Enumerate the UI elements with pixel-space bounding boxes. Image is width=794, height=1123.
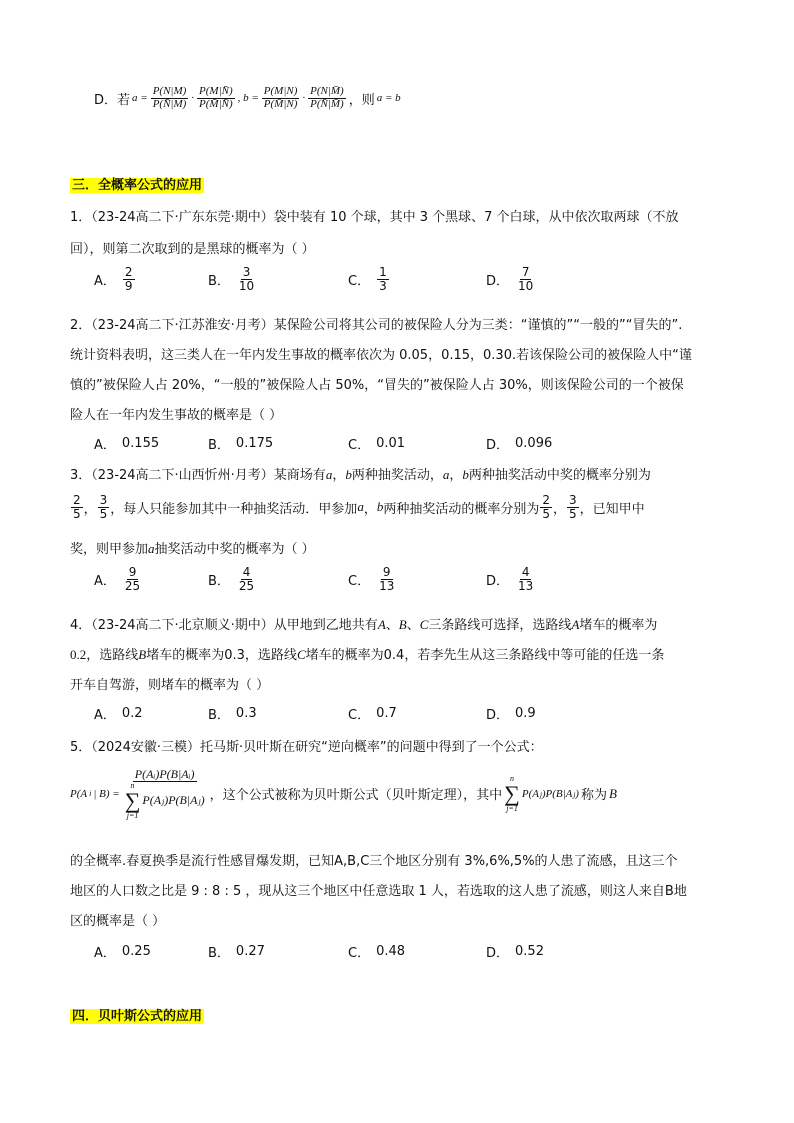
sigma-symbol: ∑ <box>124 787 141 813</box>
option-d: D． 0.096 <box>486 436 553 453</box>
option-a: A． $\frac{9}{25}$ <box>94 565 141 593</box>
option-a: A． 0.2 <box>94 706 143 723</box>
question-3-line-3: 奖，则甲参加a抽奖活动中奖的概率为（ ） <box>70 541 315 557</box>
option-b: B． 0.175 <box>208 436 274 453</box>
fraction: $\frac{P(M|N)}{P(M̄|N)}$ <box>263 85 298 110</box>
option-c: C． 0.01 <box>348 436 406 453</box>
math-b-eq: , b = <box>237 92 259 105</box>
option-d: D． $\frac{4}{13}$ <box>486 565 534 593</box>
option-d: D． 0.52 <box>486 944 544 961</box>
option-a: A． 0.155 <box>94 436 160 453</box>
question-4-line-3: 开车自驾游，则堵车的概率为（ ） <box>70 678 270 693</box>
section-heading-4 <box>70 1005 204 1024</box>
option-d: D． $\frac{7}{10}$ <box>486 265 534 293</box>
section-title: 四．贝叶斯公式的应用 <box>72 1009 203 1024</box>
fraction: $\frac{P(N|M̄)}{P(N̄|M̄)}$ <box>310 85 344 110</box>
option-c: C． $\frac{1}{3}$ <box>348 265 387 293</box>
option-b: B． $\frac{4}{25}$ <box>208 565 255 593</box>
option-d-label: D．若 <box>94 92 131 108</box>
question-2-line-2: 统计资料表明，这三类人在一年内发生事故的概率依次为 0.05，0.15，0.30.若该保险公司的被保险人中“谨 <box>70 348 692 363</box>
question-4-line-2: 0.2，选路线B堵车的概率为0.3，选路线C堵车的概率为0.4，若李先生从这三条路线中等可能的任选一条 <box>70 647 665 663</box>
option-d-tail: ，则 <box>348 92 375 108</box>
math-a-eq: a = <box>132 92 148 105</box>
question-3-line-1: 3．（23-24高二下·山西忻州·月考）某商场有a，b两种抽奖活动，a，b两种抽奖活动中奖的概率分别为 <box>70 467 651 483</box>
question-5-line-3: 地区的人口数之比是 9 : 8 : 5 ，现从这三个地区中任意选取 1 人，若选取的这人患了流感，则这人来自B地 <box>70 884 687 899</box>
question-5-line-4: 区的概率是（ ） <box>70 914 166 929</box>
question-1-line-1: 1．（23-24高二下·广东东莞·期中）袋中装有 10 个球，其中 3 个黑球、7 个白球，从中依次取两球（不放 <box>70 210 679 225</box>
option-a: A． 0.25 <box>94 944 151 961</box>
question-5-line-2: 的全概率.春夏换季是流行性感冒爆发期，已知A,B,C三个地区分别有 3%,6%,5%的人患了流感，且这三个 <box>70 854 678 869</box>
fraction: $\frac{P(M|N̄)}{P(M̄|N̄)}$ <box>199 85 233 110</box>
question-5-line-1: 5．（2024安徽·三模）托马斯·贝叶斯在研究“逆向概率”的问题中得到了一个公式： <box>70 740 543 755</box>
fraction: $\frac{2}{5}$ <box>73 493 81 521</box>
section-heading-3 <box>70 174 204 193</box>
bayes-formula: P(A i | B) = P(Aᵢ)P(B|Aᵢ) n ∑ j=1 P(Aⱼ)P(B|Aⱼ) ，这个公式被称为贝叶斯公式（贝叶斯定理），其中 n ∑ j=1 P(Aⱼ)P(B|Aⱼ) 称为 B <box>70 767 617 820</box>
option-c: C． $\frac{9}{13}$ <box>348 565 395 593</box>
question-2-line-4: 险人在一年内发生事故的概率是（ ） <box>70 408 283 423</box>
section-title: 三．全概率公式的应用 <box>72 178 203 193</box>
bayes-fraction: P(Aᵢ)P(B|Aᵢ) n ∑ j=1 P(Aⱼ)P(B|Aⱼ) <box>124 767 205 820</box>
option-c: C． 0.48 <box>348 944 406 961</box>
option-d: D． 0.9 <box>486 706 536 723</box>
option-b: B． $\frac{3}{10}$ <box>208 265 255 293</box>
question-1-line-2: 回），则第二次取到的是黑球的概率为（ ） <box>70 242 315 257</box>
question-4-line-1: 4．（23-24高二下·北京顺义·期中）从甲地到乙地共有A、B、C三条路线可选择，选路线A堵车的概率为 <box>70 617 658 633</box>
question-2-line-3: 慎的”被保险人占 20%，“一般的”被保险人占 50%，“冒失的”被保险人占 30%，则该保险公司的一个被保 <box>70 378 684 393</box>
option-d-statement: D．若 a = $\frac{P(N|M)}{P(N̄|M)}$ · $\frac{P(M|N̄)}{P(M̄|N̄)}$ , b = $\frac{P(M|N)}{P(M̄|N)}$ · $\frac{P(N|M̄)}{P(N̄|M̄)}$ ，则 a = b <box>94 85 401 110</box>
fraction: $\frac{3}{5}$ <box>99 493 108 521</box>
option-b: B． 0.27 <box>208 944 265 961</box>
question-2-line-1: 2．（23-24高二下·江苏淮安·月考）某保险公司将其公司的被保险人分为三类：“谨慎的”“一般的”“冒失的”. <box>70 318 683 333</box>
fraction: $\frac{3}{5}$ <box>569 493 577 521</box>
option-b: B． 0.3 <box>208 706 257 723</box>
fraction: $\frac{2}{5}$ <box>542 493 550 521</box>
option-c: C． 0.7 <box>348 706 397 723</box>
option-a: A． $\frac{2}{9}$ <box>94 265 133 293</box>
question-3-line-2: $\frac{2}{5}$ ， $\frac{3}{5}$ ，每人只能参加其中一种抽奖活动．甲参加 a ， b 两种抽奖活动的概率分别为 $\frac{2}{5}$ ， $\frac{3}{5}$ ，已知甲中 <box>73 493 645 521</box>
fraction: $\frac{P(N|M)}{P(N̄|M)}$ <box>152 85 187 110</box>
math-conclusion: a = b <box>376 92 401 105</box>
